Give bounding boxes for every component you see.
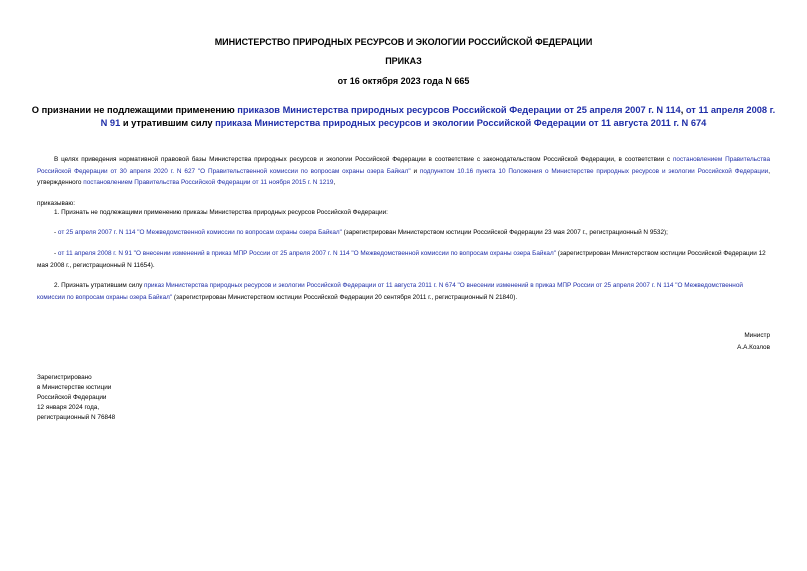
title-link-order-674[interactable]: приказа Министерства природных ресурсов и экологии Российской Федерации от 11 августа 2011 г. N 674 xyxy=(215,118,707,128)
document-type: ПРИКАЗ xyxy=(385,56,422,66)
preamble-link-subclause[interactable]: подпунктом 10.16 пункта 10 Положения о Министерстве природных ресурсов и экологии Российской Федерации xyxy=(419,167,769,175)
registration-line: в Министерстве юстиции xyxy=(37,384,112,391)
title-link-order-91[interactable]: от 11 апреля 2008 г. N 91 xyxy=(100,105,776,128)
preamble-paragraph xyxy=(37,154,770,189)
preamble-link-resolution-1219[interactable]: постановлением Правительства Российской Федерации от 11 ноября 2015 г. N 1219 xyxy=(83,179,334,187)
title-text-2: , xyxy=(680,105,686,115)
item-2-link-order-674[interactable]: приказ Министерства природных ресурсов и экологии Российской Федерации от 11 августа 2011 г. N 674 "О внесении изменений в приказ МПР России от 25 апреля 2007 г. N 114 "О Межведомственной комиссии по вопросам охраны озера Байкал" xyxy=(37,282,743,301)
list-item xyxy=(37,248,770,271)
registration-date: 12 января 2024 года, xyxy=(37,404,100,411)
registration-block xyxy=(37,373,115,423)
item-2 xyxy=(37,280,770,303)
registration-line: Российской Федерации xyxy=(37,394,107,401)
list-text: (зарегистрирован Министерством юстиции Российской Федерации 23 мая 2007 г., регистрационный N 9532); xyxy=(341,229,668,236)
registration-number: регистрационный N 76848 xyxy=(37,414,116,421)
preamble-text-4: , xyxy=(333,179,336,187)
signatory-position: Министр xyxy=(744,332,770,339)
list-dash: - xyxy=(54,250,58,257)
list-link-order-91[interactable]: от 11 апреля 2008 г. N 91 "О внесении изменений в приказ МПР России от 25 апреля 2007 г. N 114 "О Межведомственной комиссии по вопросам охраны озера Байкал" xyxy=(57,250,556,257)
preamble-text-1: В целях приведения нормативной правовой базы Министерства природных ресурсов и экологии Российской Федерации в соответствие с законодательством Российской Федерации, в соответствии с xyxy=(54,156,673,163)
signature-block xyxy=(737,330,770,353)
preamble-text-3: , утвержденного xyxy=(37,167,770,187)
item-2-text-1: 2. Признать утратившим силу xyxy=(54,282,145,289)
list-dash: - xyxy=(54,229,58,236)
item-2-text-2: (зарегистрирован Министерством юстиции Российской Федерации 20 сентября 2011 г., регистрационный N 21840). xyxy=(172,293,518,301)
list-text: (зарегистрирован Министерством юстиции Российской Федерации 12 мая 2008 г., регистрационный N 11654). xyxy=(37,250,766,269)
list-item xyxy=(54,227,668,239)
item-1: 1. Признать не подлежащими применению приказы Министерства природных ресурсов Российской Федерации: xyxy=(54,209,388,216)
document-title xyxy=(30,104,777,130)
registration-line: Зарегистрировано xyxy=(37,374,92,381)
preamble-link-resolution-627[interactable]: постановлением Правительства Российской Федерации от 30 апреля 2020 г. N 627 "О Правительственной комиссии по вопросам охраны озера Байкал" xyxy=(37,156,770,175)
list-link-order-114[interactable]: от 25 апреля 2007 г. N 114 "О Межведомственной комиссии по вопросам охраны озера Байкал" xyxy=(57,229,342,236)
title-text-1: О признании не подлежащими применению xyxy=(31,105,238,115)
preamble-text-2: и xyxy=(410,167,420,175)
orders-word: приказываю: xyxy=(37,200,75,207)
title-text-3: и утратившим силу xyxy=(120,118,216,128)
signatory-name: А.А.Козлов xyxy=(737,343,770,351)
title-link-order-114[interactable]: приказов Министерства природных ресурсов Российской Федерации от 25 апреля 2007 г. N 114 xyxy=(237,105,681,115)
document-date: от 16 октября 2023 года N 665 xyxy=(337,76,470,86)
ministry-name: МИНИСТЕРСТВО ПРИРОДНЫХ РЕСУРСОВ И ЭКОЛОГИИ РОССИЙСКОЙ ФЕДЕРАЦИИ xyxy=(214,37,593,47)
